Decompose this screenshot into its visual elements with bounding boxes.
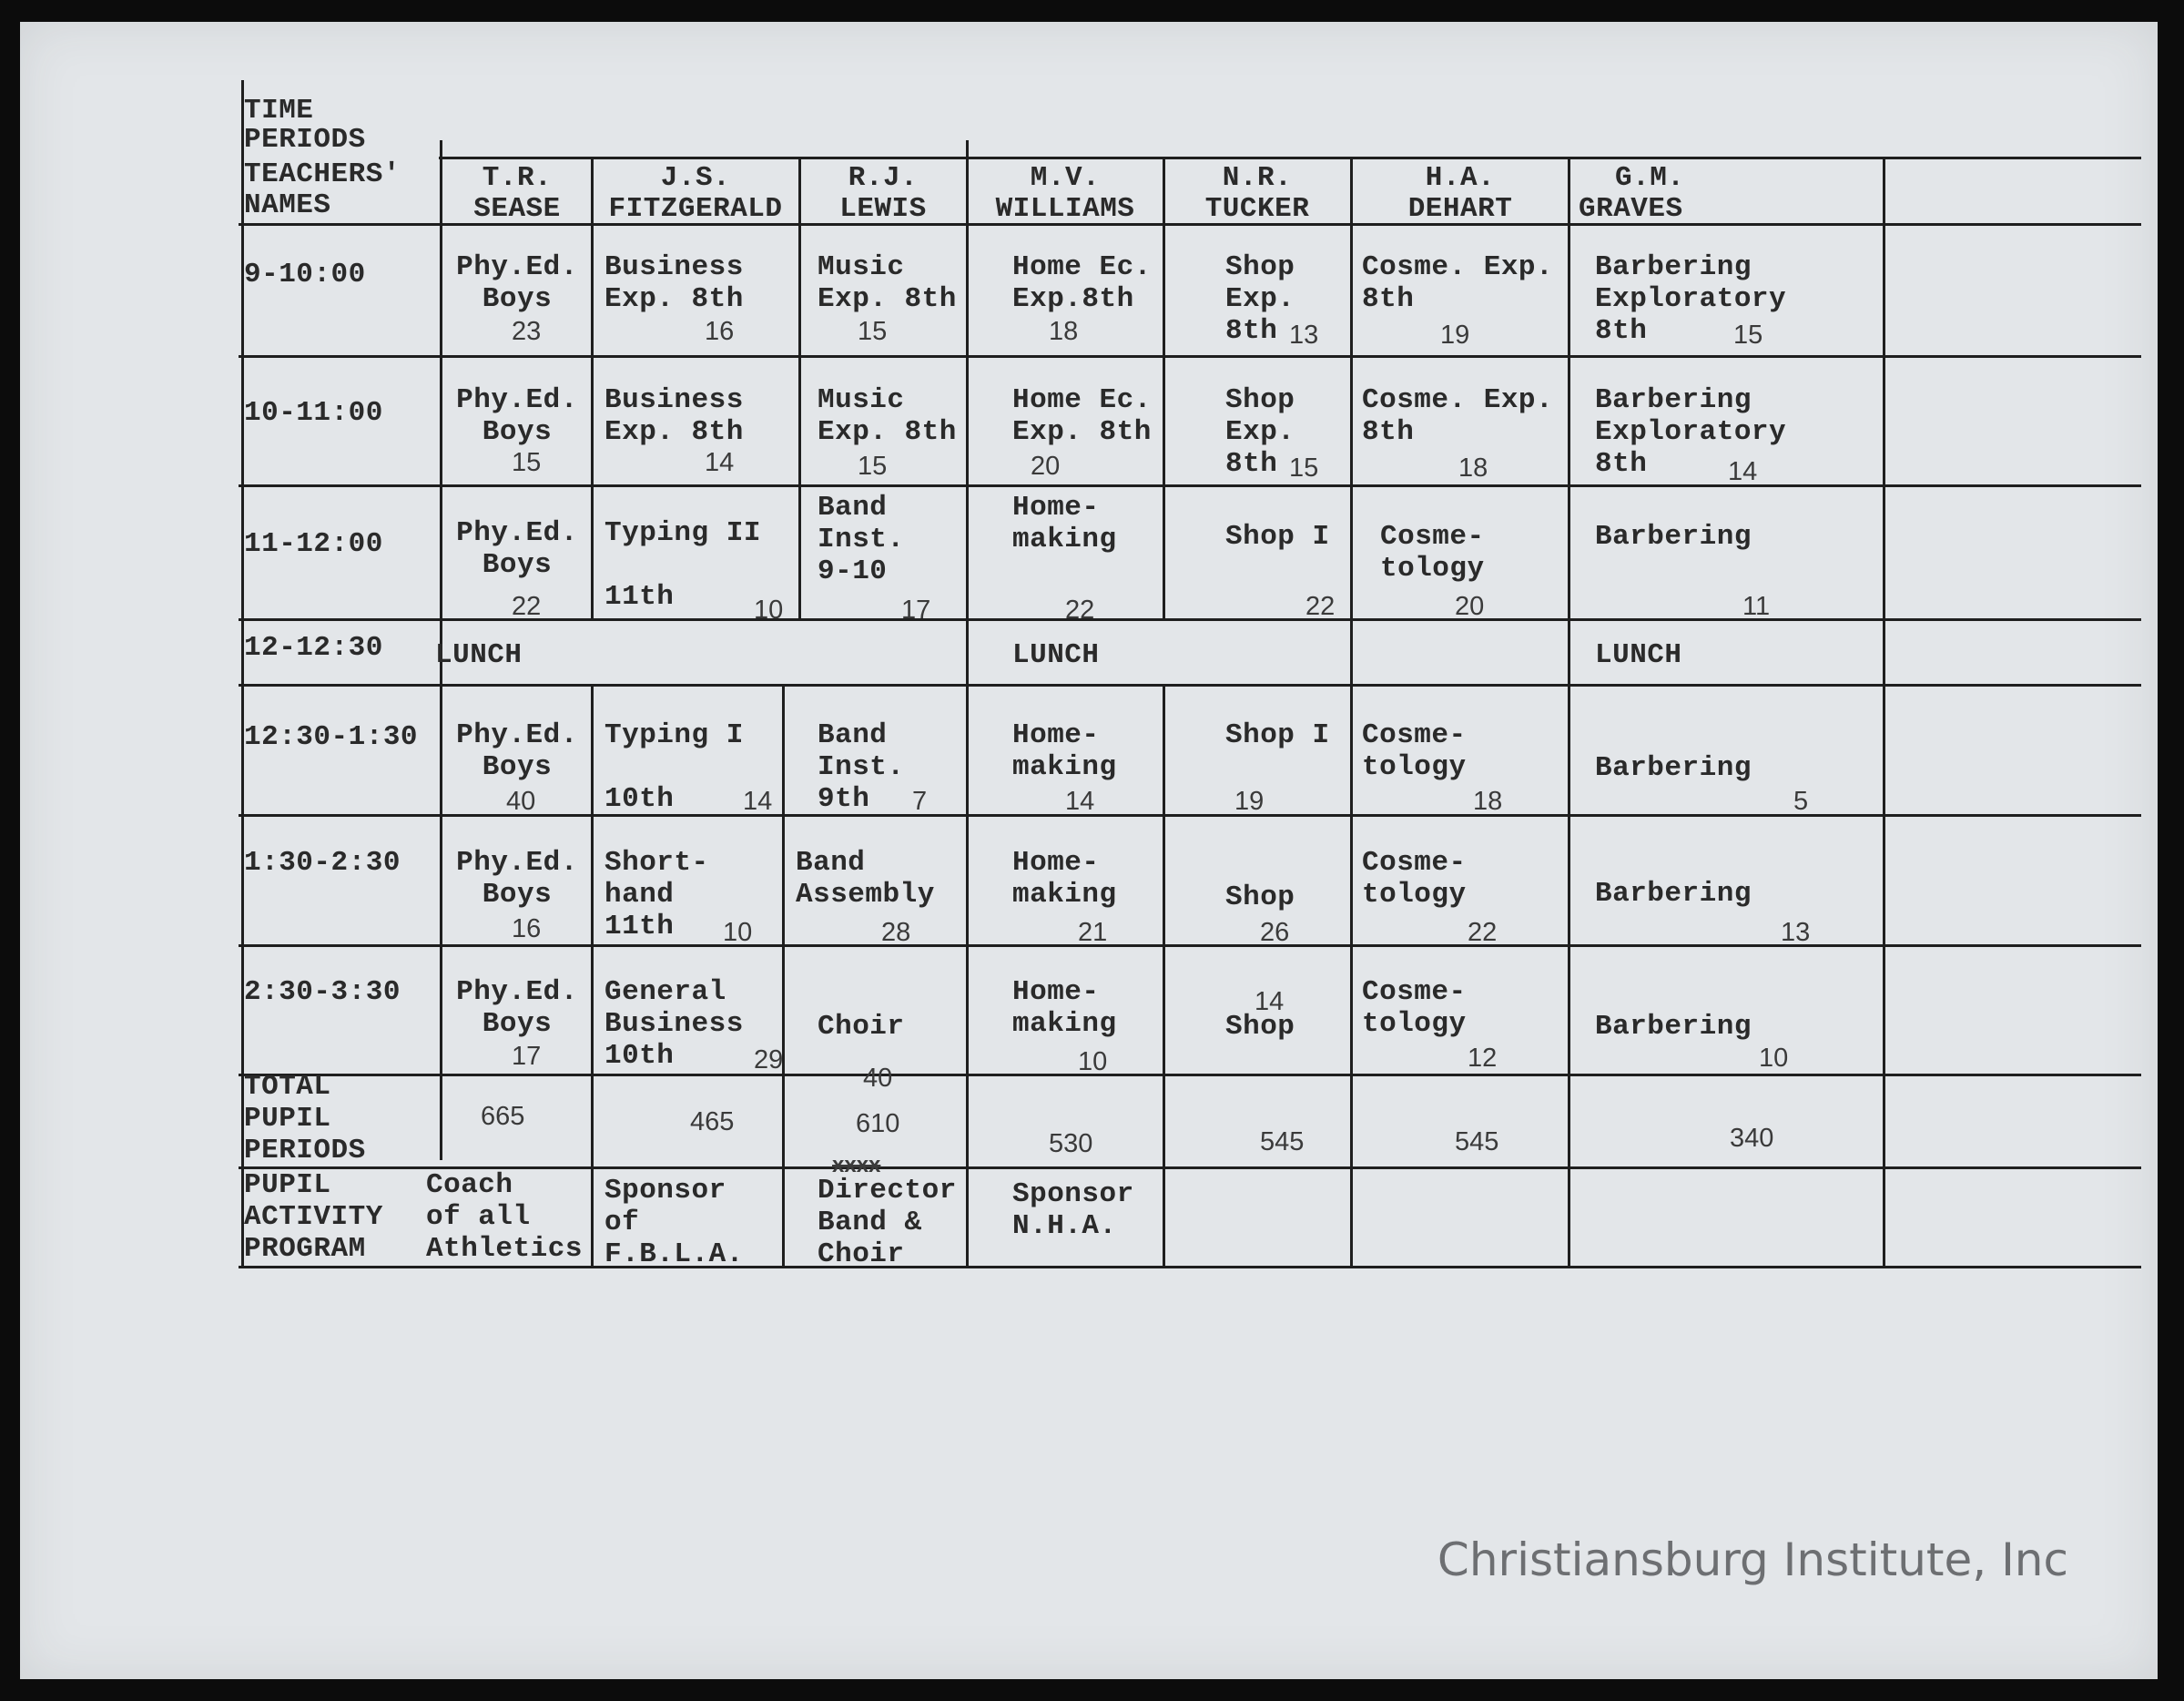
teacher-2-initials: J.S. — [660, 162, 731, 194]
period-5-dehart-count: 18 — [1473, 787, 1503, 816]
total-sease: 665 — [481, 1102, 525, 1131]
watermark: Christiansburg Institute, Inc — [1437, 1533, 2068, 1586]
total-lewis-struck: xxxx — [832, 1153, 881, 1177]
rule-col-4 — [966, 140, 969, 1268]
period-5-graves: Barbering — [1595, 752, 1752, 784]
period-5-dehart: Cosme- tology — [1362, 719, 1467, 783]
period-3-tucker: Shop I — [1225, 521, 1330, 553]
period-7-graves-count: 10 — [1759, 1044, 1789, 1073]
document-page — [20, 22, 2158, 1679]
corner-time: TIME — [244, 95, 314, 127]
period-1-sease-count: 23 — [512, 317, 542, 346]
period-6-lewis: Band Assembly — [796, 847, 935, 911]
rule-row-4 — [239, 684, 2141, 687]
rule-col-right — [1883, 157, 1885, 1268]
period-7-lewis-count: 40 — [863, 1064, 893, 1093]
period-7-graves: Barbering — [1595, 1011, 1752, 1043]
rule-col-7 — [1568, 157, 1570, 1268]
period-7-sease-count: 17 — [512, 1042, 542, 1071]
period-2-fitzgerald-count: 14 — [705, 448, 735, 477]
period-6-tucker-count: 26 — [1260, 918, 1290, 947]
rule-row-2 — [239, 484, 2141, 487]
teacher-4-initials: M.V. — [1030, 162, 1101, 194]
corner-teachers: TEACHERS' — [244, 158, 401, 190]
period-5-fitzgerald: Typing I 10th — [604, 719, 744, 815]
period-2-sease: Phy.Ed. Boys — [456, 384, 578, 448]
period-2-graves: Barbering Exploratory 8th — [1595, 384, 1787, 480]
period-2-tucker-count: 15 — [1289, 453, 1319, 483]
period-3-dehart-count: 20 — [1455, 592, 1485, 621]
period-2-sease-count: 15 — [512, 448, 542, 477]
period-6-graves-count: 13 — [1781, 918, 1811, 947]
total-fitzgerald: 465 — [690, 1107, 735, 1136]
period-1-sease: Phy.Ed. Boys — [456, 251, 578, 315]
activity-sease: Coach of all Athletics — [426, 1169, 583, 1265]
period-2-lewis: Music Exp. 8th — [818, 384, 957, 448]
period-5-fitzgerald-count: 14 — [743, 787, 773, 816]
period-3-fitzgerald-count: 10 — [754, 596, 784, 625]
period-6-dehart: Cosme- tology — [1362, 847, 1467, 911]
rule-col-5a — [1163, 157, 1165, 618]
period-5-sease-count: 40 — [506, 787, 536, 816]
period-6-dehart-count: 22 — [1468, 918, 1498, 947]
period-2-graves-count: 14 — [1728, 457, 1758, 486]
total-williams: 530 — [1049, 1129, 1093, 1158]
activity-lewis: Director Band & Choir — [818, 1175, 957, 1270]
rule-col-2a — [591, 157, 594, 618]
lunch-label-1: LUNCH — [435, 639, 523, 671]
rule-row-7 — [239, 1074, 2141, 1076]
period-5-graves-count: 5 — [1793, 787, 1809, 816]
activity-fitzgerald: Sponsor of F.B.L.A. — [604, 1175, 744, 1270]
period-7-sease: Phy.Ed. Boys — [456, 976, 578, 1040]
period-6-sease-count: 16 — [512, 914, 542, 943]
period-7-williams: Home- making — [1012, 976, 1117, 1040]
corner-names: NAMES — [244, 189, 331, 221]
teacher-6-name: DEHART — [1407, 193, 1513, 225]
teacher-1-name: SEASE — [473, 193, 561, 225]
teacher-7-name: GRAVES — [1579, 193, 1683, 225]
period-6-tucker: Shop — [1225, 881, 1295, 913]
teacher-1-initials: T.R. — [482, 162, 553, 194]
period-1-dehart-count: 19 — [1440, 321, 1470, 350]
total-graves: 340 — [1730, 1124, 1774, 1153]
period-3-lewis-count: 17 — [901, 596, 931, 625]
period-3-lewis: Band Inst. 9-10 — [818, 492, 905, 587]
period-2-tucker: Shop Exp. 8th — [1225, 384, 1295, 480]
rule-col-3b — [782, 684, 785, 1268]
period-3-graves-count: 11 — [1742, 592, 1771, 621]
period-5-lewis-count: 7 — [912, 787, 928, 816]
period-6-graves: Barbering — [1595, 878, 1752, 910]
period-3-tucker-count: 22 — [1305, 592, 1336, 621]
rule-col-2b — [591, 684, 594, 1268]
teacher-3-name: LEWIS — [839, 193, 927, 225]
period-6-fitzgerald-count: 10 — [723, 918, 753, 947]
lunch-label-2: LUNCH — [1012, 639, 1100, 671]
rule-row-1 — [239, 355, 2141, 358]
period-7-fitzgerald: General Business 10th — [604, 976, 744, 1072]
period-1-lewis-count: 15 — [858, 317, 888, 346]
period-2-time: 10-11:00 — [244, 397, 383, 429]
period-7-dehart: Cosme- tology — [1362, 976, 1467, 1040]
period-7-lewis: Choir — [818, 1011, 905, 1043]
activity-williams: Sponsor N.H.A. — [1012, 1178, 1134, 1242]
rule-header-top — [439, 157, 2141, 159]
rule-bottom — [239, 1266, 2141, 1268]
period-7-tucker: Shop — [1225, 1011, 1295, 1043]
period-5-time: 12:30-1:30 — [244, 721, 419, 753]
period-1-graves-count: 15 — [1733, 321, 1763, 350]
period-3-graves: Barbering — [1595, 521, 1752, 553]
teacher-4-name: WILLIAMS — [995, 193, 1135, 225]
period-7-tucker-count: 14 — [1255, 987, 1285, 1016]
period-2-fitzgerald: Business Exp. 8th — [604, 384, 744, 448]
activity-label: PUPIL ACTIVITY PROGRAM — [244, 1169, 383, 1265]
period-6-fitzgerald: Short- hand 11th — [604, 847, 709, 942]
totals-label: TOTAL PUPIL PERIODS — [244, 1071, 366, 1166]
corner-periods: PERIODS — [244, 124, 366, 156]
rule-col-3a — [798, 157, 801, 618]
rule-col-6 — [1350, 157, 1353, 1268]
period-7-fitzgerald-count: 29 — [754, 1045, 784, 1075]
total-lewis: 610 — [856, 1109, 900, 1138]
teacher-7-initials: G.M. — [1615, 162, 1685, 194]
period-1-lewis: Music Exp. 8th — [818, 251, 957, 315]
period-6-lewis-count: 28 — [881, 918, 911, 947]
rule-row-6 — [239, 944, 2141, 947]
period-1-fitzgerald: Business Exp. 8th — [604, 251, 744, 315]
period-7-dehart-count: 12 — [1468, 1044, 1498, 1073]
period-2-williams-count: 20 — [1031, 452, 1061, 481]
period-5-tucker: Shop I — [1225, 719, 1330, 751]
rule-col-5b — [1163, 684, 1165, 1268]
period-5-williams: Home- making — [1012, 719, 1117, 783]
period-3-williams: Home- making — [1012, 492, 1117, 555]
teacher-6-initials: H.A. — [1425, 162, 1496, 194]
period-7-williams-count: 10 — [1078, 1047, 1108, 1076]
period-3-time: 11-12:00 — [244, 528, 383, 560]
period-5-sease: Phy.Ed. Boys — [456, 719, 578, 783]
period-6-time: 1:30-2:30 — [244, 847, 401, 879]
period-1-williams: Home Ec. Exp.8th — [1012, 251, 1152, 315]
period-1-fitzgerald-count: 16 — [705, 317, 735, 346]
teacher-5-initials: N.R. — [1222, 162, 1293, 194]
period-1-tucker-count: 13 — [1289, 321, 1319, 350]
period-1-dehart: Cosme. Exp. 8th — [1362, 251, 1554, 315]
period-3-sease-count: 22 — [512, 592, 542, 621]
lunch-label-3: LUNCH — [1595, 639, 1682, 671]
period-5-tucker-count: 19 — [1234, 787, 1265, 816]
period-3-dehart: Cosme- tology — [1380, 521, 1485, 585]
teacher-3-initials: R.J. — [848, 162, 919, 194]
teacher-5-name: TUCKER — [1204, 193, 1310, 225]
period-1-williams-count: 18 — [1049, 317, 1079, 346]
period-2-lewis-count: 15 — [858, 452, 888, 481]
period-5-lewis: Band Inst. 9th — [818, 719, 905, 815]
period-2-dehart-count: 18 — [1458, 453, 1488, 483]
period-3-fitzgerald: Typing II 11th — [604, 517, 761, 613]
period-6-williams: Home- making — [1012, 847, 1117, 911]
period-2-dehart: Cosme. Exp. 8th — [1362, 384, 1554, 448]
period-3-williams-count: 22 — [1065, 596, 1095, 625]
period-2-williams: Home Ec. Exp. 8th — [1012, 384, 1152, 448]
period-6-williams-count: 21 — [1078, 918, 1108, 947]
total-tucker: 545 — [1260, 1127, 1305, 1156]
period-6-sease: Phy.Ed. Boys — [456, 847, 578, 911]
period-4-time: 12-12:30 — [244, 632, 383, 664]
period-7-time: 2:30-3:30 — [244, 976, 401, 1008]
period-3-sease: Phy.Ed. Boys — [456, 517, 578, 581]
period-1-tucker: Shop Exp. 8th — [1225, 251, 1295, 347]
period-5-williams-count: 14 — [1065, 787, 1095, 816]
teacher-2-name: FITZGERALD — [608, 193, 783, 225]
period-1-graves: Barbering Exploratory 8th — [1595, 251, 1787, 347]
total-dehart: 545 — [1455, 1127, 1499, 1156]
period-1-time: 9-10:00 — [244, 259, 366, 290]
